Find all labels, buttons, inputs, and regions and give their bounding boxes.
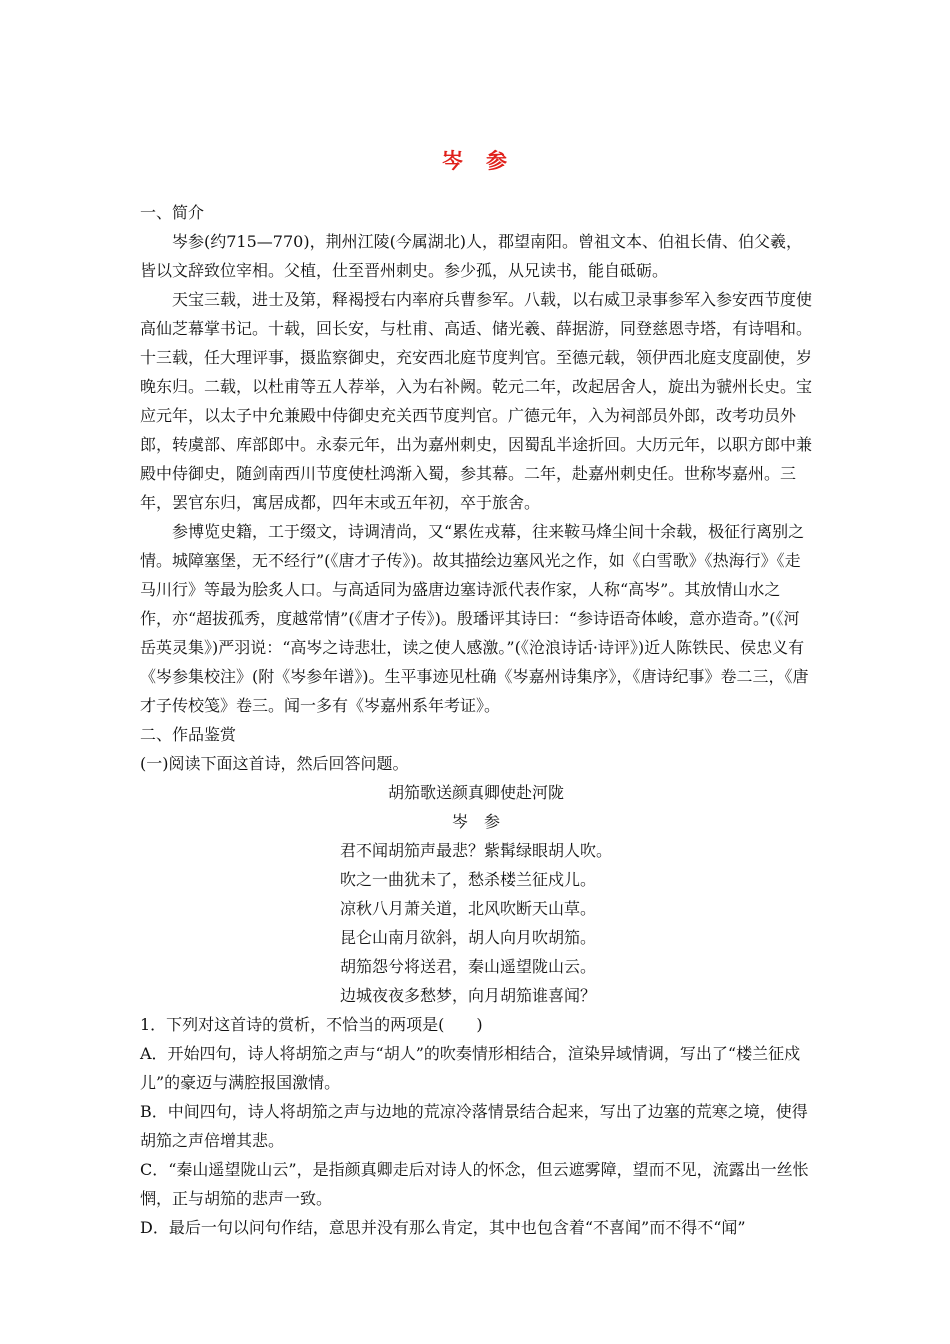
- poem-author: 岑 参: [451, 812, 500, 831]
- reading-instruction: (一)阅读下面这首诗，然后回答问题。: [140, 754, 409, 773]
- question-option-b: B．中间四句，诗人将胡笳之声与边地的荒凉冷落情景结合起来，写出了边塞的荒寒之境，使得胡笳之声倍增其悲。: [140, 1102, 808, 1150]
- page-title: 岑 参: [442, 148, 508, 173]
- section-heading-appreciation: 二、作品鉴赏: [140, 725, 237, 744]
- poem-line: 君不闻胡笳声最悲？紫髯绿眼胡人吹。: [340, 841, 613, 860]
- section-heading-intro: 一、简介: [140, 203, 205, 222]
- poem-line: 胡笳怨兮将送君，秦山遥望陇山云。: [340, 957, 597, 976]
- poem-line: 凉秋八月萧关道，北风吹断天山草。: [340, 899, 597, 918]
- poem-line: 吹之一曲犹未了，愁杀楼兰征戍儿。: [340, 870, 597, 889]
- document-body: [140, 198, 812, 1242]
- poem-title: 胡笳歌送颜真卿使赴河陇: [387, 783, 564, 802]
- intro-paragraph-2: 天宝三载，进士及第，释褐授右内率府兵曹参军。八载，以右威卫录事参军入参安西节度使高仙芝幕掌书记。十载，回长安，与杜甫、高适、储光羲、薛据游，同登慈恩寺塔，有诗唱和。十三载，任大理评事，摄监察御史，充安西北庭节度判官。至德元载，领伊西北庭支度副使，岁晚东归。二载，以杜甫等五人荐举，入为右补阙。乾元二年，改起居舍人，旋出为虢州长史。宝应元年，以太子中允兼殿中侍御史充关西节度判官。广德元年，入为祠部员外郎，改考功员外郎，转虞部、库部郎中。永泰元年，出为嘉州刺史，因蜀乱半途折回。大历元年，以职方郎中兼殿中侍御史，随剑南西川节度使杜鸿渐入蜀，参其幕。二年，赴嘉州刺史任。世称岑嘉州。三年，罢官东归，寓居成都，四年末或五年初，卒于旅舍。: [140, 290, 813, 512]
- intro-paragraph-3: 参博览史籍，工于缀文，诗调清尚，又“累佐戎幕，往来鞍马烽尘间十余载，极征行离别之情。城障塞堡，无不经行”(《唐才子传》)。故其描绘边塞风光之作，如《白雪歌》《热海行》《走马川行》等最为脍炙人口。与高适同为盛唐边塞诗派代表作家，人称“高岑”。其放情山水之作，亦“超拔孤秀，度越常情”(《唐才子传》)。殷璠评其诗曰：“参诗语奇体峻，意亦造奇。”(《河岳英灵集》)严羽说：“高岑之诗悲壮，读之使人感激。”(《沧浪诗话·诗评》)近人陈铁民、侯忠义有《岑参集校注》(附《岑参年谱》)。生平事迹见杜确《岑嘉州诗集序》，《唐诗纪事》卷二三，《唐才子传校笺》卷三。闻一多有《岑嘉州系年考证》。: [140, 522, 809, 715]
- question-stem: 1．下列对这首诗的赏析，不恰当的两项是( ): [140, 1015, 483, 1034]
- question-option-d: D．最后一句以问句作结，意思并没有那么肯定，其中也包含着“不喜闻”而不得不“闻”: [140, 1218, 746, 1237]
- question-option-a: A．开始四句，诗人将胡笳之声与“胡人”的吹奏情形相结合，渲染异域情调，写出了“楼兰征戍儿”的豪迈与满腔报国激情。: [140, 1044, 801, 1092]
- poem-line: 边城夜夜多愁梦，向月胡笳谁喜闻？: [340, 986, 597, 1005]
- poem-body: [340, 836, 812, 1010]
- poem-line: 昆仑山南月欲斜，胡人向月吹胡笳。: [340, 928, 597, 947]
- question-option-c: C．“秦山遥望陇山云”，是指颜真卿走后对诗人的怀念，但云遮雾障，望而不见，流露出一丝怅惘，正与胡笳的悲声一致。: [140, 1160, 809, 1208]
- intro-paragraph-1: 岑参(约715—770)，荆州江陵(今属湖北)人，郡望南阳。曾祖文本、伯祖长倩、伯父羲，皆以文辞致位宰相。父植，仕至晋州刺史。参少孤，从兄读书，能自砥砺。: [140, 232, 803, 280]
